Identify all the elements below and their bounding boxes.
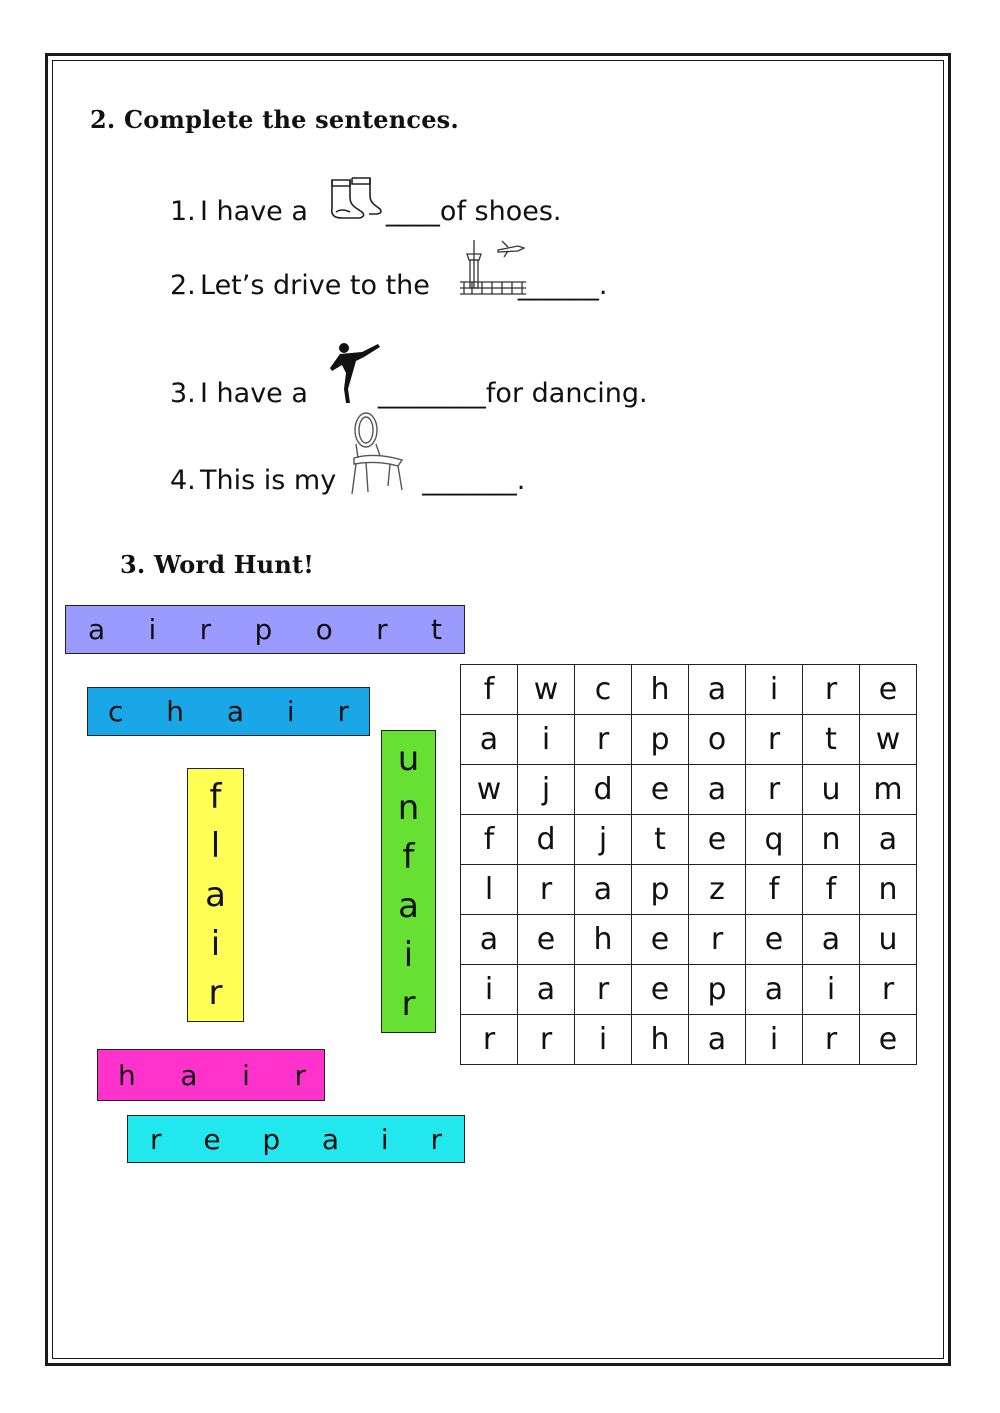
grid-row bbox=[461, 915, 917, 965]
strip-letter: c bbox=[108, 695, 124, 728]
grid-cell[interactable]: j bbox=[575, 815, 632, 865]
grid-cell[interactable]: a bbox=[461, 915, 518, 965]
strip-letter: i bbox=[148, 613, 157, 646]
answer-blank[interactable]: ______ bbox=[517, 270, 599, 301]
grid-cell[interactable]: l bbox=[461, 865, 518, 915]
word-strip-hair[interactable] bbox=[97, 1049, 325, 1101]
grid-cell[interactable]: w bbox=[860, 715, 917, 765]
grid-cell[interactable]: o bbox=[689, 715, 746, 765]
socks-icon bbox=[322, 176, 384, 226]
strip-letter: a bbox=[398, 886, 419, 926]
strip-letter: h bbox=[166, 695, 184, 728]
strip-letter: i bbox=[210, 924, 221, 964]
sentence-2 bbox=[170, 270, 608, 301]
grid-cell[interactable]: f bbox=[746, 865, 803, 915]
grid-cell[interactable]: r bbox=[803, 665, 860, 715]
strip-letter: p bbox=[254, 613, 273, 646]
grid-cell[interactable]: r bbox=[746, 765, 803, 815]
grid-cell[interactable]: r bbox=[518, 1015, 575, 1065]
strip-letter: t bbox=[430, 613, 442, 646]
strip-letter: p bbox=[262, 1122, 281, 1156]
grid-cell[interactable]: n bbox=[803, 815, 860, 865]
strip-letter: r bbox=[199, 613, 212, 646]
strip-letter: i bbox=[242, 1058, 250, 1092]
grid-cell[interactable]: f bbox=[803, 865, 860, 915]
grid-cell[interactable]: w bbox=[518, 665, 575, 715]
strip-letter: a bbox=[205, 875, 226, 915]
grid-cell[interactable]: r bbox=[575, 715, 632, 765]
grid-cell[interactable]: r bbox=[461, 1015, 518, 1065]
sentence-text: This is my bbox=[200, 465, 337, 496]
grid-cell[interactable]: q bbox=[746, 815, 803, 865]
grid-cell[interactable]: a bbox=[803, 915, 860, 965]
strip-letter: h bbox=[118, 1058, 136, 1092]
sentence-text: . bbox=[598, 270, 608, 301]
answer-blank[interactable]: ____ bbox=[385, 196, 440, 227]
grid-cell[interactable]: e bbox=[632, 915, 689, 965]
grid-cell[interactable]: a bbox=[689, 765, 746, 815]
sentence-text: for dancing. bbox=[485, 378, 648, 409]
grid-row bbox=[461, 665, 917, 715]
chair-icon bbox=[346, 410, 408, 500]
grid-cell[interactable]: u bbox=[803, 765, 860, 815]
grid-cell[interactable]: h bbox=[632, 1015, 689, 1065]
word-strip-flair[interactable] bbox=[187, 768, 244, 1022]
grid-cell[interactable]: h bbox=[632, 665, 689, 715]
grid-row bbox=[461, 1015, 917, 1065]
section-3-heading: 3. Word Hunt! bbox=[120, 550, 314, 579]
grid-cell[interactable]: a bbox=[461, 715, 518, 765]
sentence-number: 1. bbox=[170, 196, 196, 227]
section-2-heading: 2. Complete the sentences. bbox=[90, 105, 459, 134]
grid-cell[interactable]: a bbox=[689, 1015, 746, 1065]
grid-row bbox=[461, 715, 917, 765]
grid-cell[interactable]: j bbox=[518, 765, 575, 815]
strip-letter: u bbox=[397, 739, 420, 779]
grid-row bbox=[461, 965, 917, 1015]
grid-cell[interactable]: i bbox=[575, 1015, 632, 1065]
grid-cell[interactable]: r bbox=[575, 965, 632, 1015]
grid-cell[interactable]: i bbox=[746, 665, 803, 715]
grid-cell[interactable]: a bbox=[575, 865, 632, 915]
strip-letter: r bbox=[337, 695, 349, 728]
strip-letter: i bbox=[286, 695, 295, 728]
word-strip-repair[interactable] bbox=[127, 1115, 465, 1163]
grid-cell[interactable]: r bbox=[746, 715, 803, 765]
strip-letter: r bbox=[430, 1122, 442, 1156]
dancer-icon bbox=[330, 340, 382, 410]
answer-blank[interactable]: _______ bbox=[422, 465, 517, 496]
grid-cell[interactable]: e bbox=[632, 765, 689, 815]
sentence-text: Let’s drive to the bbox=[200, 270, 430, 301]
grid-cell[interactable]: i bbox=[746, 1015, 803, 1065]
grid-cell[interactable]: r bbox=[803, 1015, 860, 1065]
sentence-number: 3. bbox=[170, 378, 196, 409]
grid-cell[interactable]: e bbox=[746, 915, 803, 965]
strip-letter: i bbox=[380, 1122, 389, 1156]
grid-cell[interactable]: w bbox=[461, 765, 518, 815]
grid-cell[interactable]: e bbox=[689, 815, 746, 865]
grid-cell[interactable]: d bbox=[575, 765, 632, 815]
grid-cell[interactable]: f bbox=[461, 815, 518, 865]
grid-cell[interactable]: m bbox=[860, 765, 917, 815]
strip-letter: i bbox=[403, 935, 414, 975]
grid-cell[interactable]: p bbox=[632, 865, 689, 915]
grid-cell[interactable]: i bbox=[461, 965, 518, 1015]
grid-cell[interactable]: a bbox=[860, 815, 917, 865]
word-strip-airport[interactable] bbox=[65, 605, 465, 654]
grid-cell[interactable]: t bbox=[632, 815, 689, 865]
sentence-text: . bbox=[516, 465, 526, 496]
grid-cell[interactable]: a bbox=[746, 965, 803, 1015]
answer-blank[interactable]: ________ bbox=[377, 378, 486, 409]
word-strip-unfair[interactable] bbox=[381, 730, 436, 1033]
grid-cell[interactable]: e bbox=[860, 665, 917, 715]
sentence-text: of shoes. bbox=[439, 196, 562, 227]
grid-cell[interactable]: z bbox=[689, 865, 746, 915]
grid-cell[interactable]: n bbox=[860, 865, 917, 915]
grid-cell[interactable]: e bbox=[860, 1015, 917, 1065]
strip-letter: a bbox=[226, 695, 245, 728]
grid-cell[interactable]: i bbox=[803, 965, 860, 1015]
sentence-number: 4. bbox=[170, 465, 196, 496]
grid-cell[interactable]: c bbox=[575, 665, 632, 715]
grid-cell[interactable]: e bbox=[632, 965, 689, 1015]
grid-cell[interactable]: p bbox=[632, 715, 689, 765]
grid-row bbox=[461, 865, 917, 915]
grid-cell[interactable]: p bbox=[689, 965, 746, 1015]
strip-letter: e bbox=[203, 1122, 221, 1156]
grid-row bbox=[461, 765, 917, 815]
airport-icon bbox=[458, 236, 528, 302]
strip-letter: f bbox=[402, 837, 415, 877]
strip-letter: r bbox=[208, 973, 223, 1013]
grid-cell[interactable]: i bbox=[518, 715, 575, 765]
strip-letter: f bbox=[209, 777, 222, 817]
grid-cell[interactable]: t bbox=[803, 715, 860, 765]
strip-letter: r bbox=[376, 613, 388, 646]
strip-letter: a bbox=[180, 1058, 198, 1092]
sentence-text: I have a bbox=[200, 378, 308, 409]
grid-cell[interactable]: f bbox=[461, 665, 518, 715]
strip-letter: r bbox=[150, 1122, 162, 1156]
grid-cell[interactable]: a bbox=[689, 665, 746, 715]
grid-row bbox=[461, 815, 917, 865]
strip-letter: a bbox=[321, 1122, 340, 1156]
strip-letter: o bbox=[315, 613, 333, 646]
strip-letter: n bbox=[397, 788, 420, 828]
strip-letter: a bbox=[88, 613, 106, 646]
grid-cell[interactable]: r bbox=[689, 915, 746, 965]
strip-letter: r bbox=[401, 984, 416, 1024]
grid-cell[interactable]: d bbox=[518, 815, 575, 865]
word-strip-chair[interactable] bbox=[87, 687, 370, 736]
sentence-3 bbox=[170, 378, 648, 409]
grid-cell[interactable]: r bbox=[860, 965, 917, 1015]
grid-cell[interactable]: u bbox=[860, 915, 917, 965]
word-search-grid bbox=[460, 664, 917, 1065]
sentence-number: 2. bbox=[170, 270, 196, 301]
grid-cell[interactable]: r bbox=[518, 865, 575, 915]
strip-letter: l bbox=[210, 826, 221, 866]
strip-letter: r bbox=[294, 1058, 306, 1092]
grid-cell[interactable]: a bbox=[518, 965, 575, 1015]
grid-cell[interactable]: h bbox=[575, 915, 632, 965]
grid-cell[interactable]: e bbox=[518, 915, 575, 965]
sentence-text: I have a bbox=[200, 196, 308, 227]
